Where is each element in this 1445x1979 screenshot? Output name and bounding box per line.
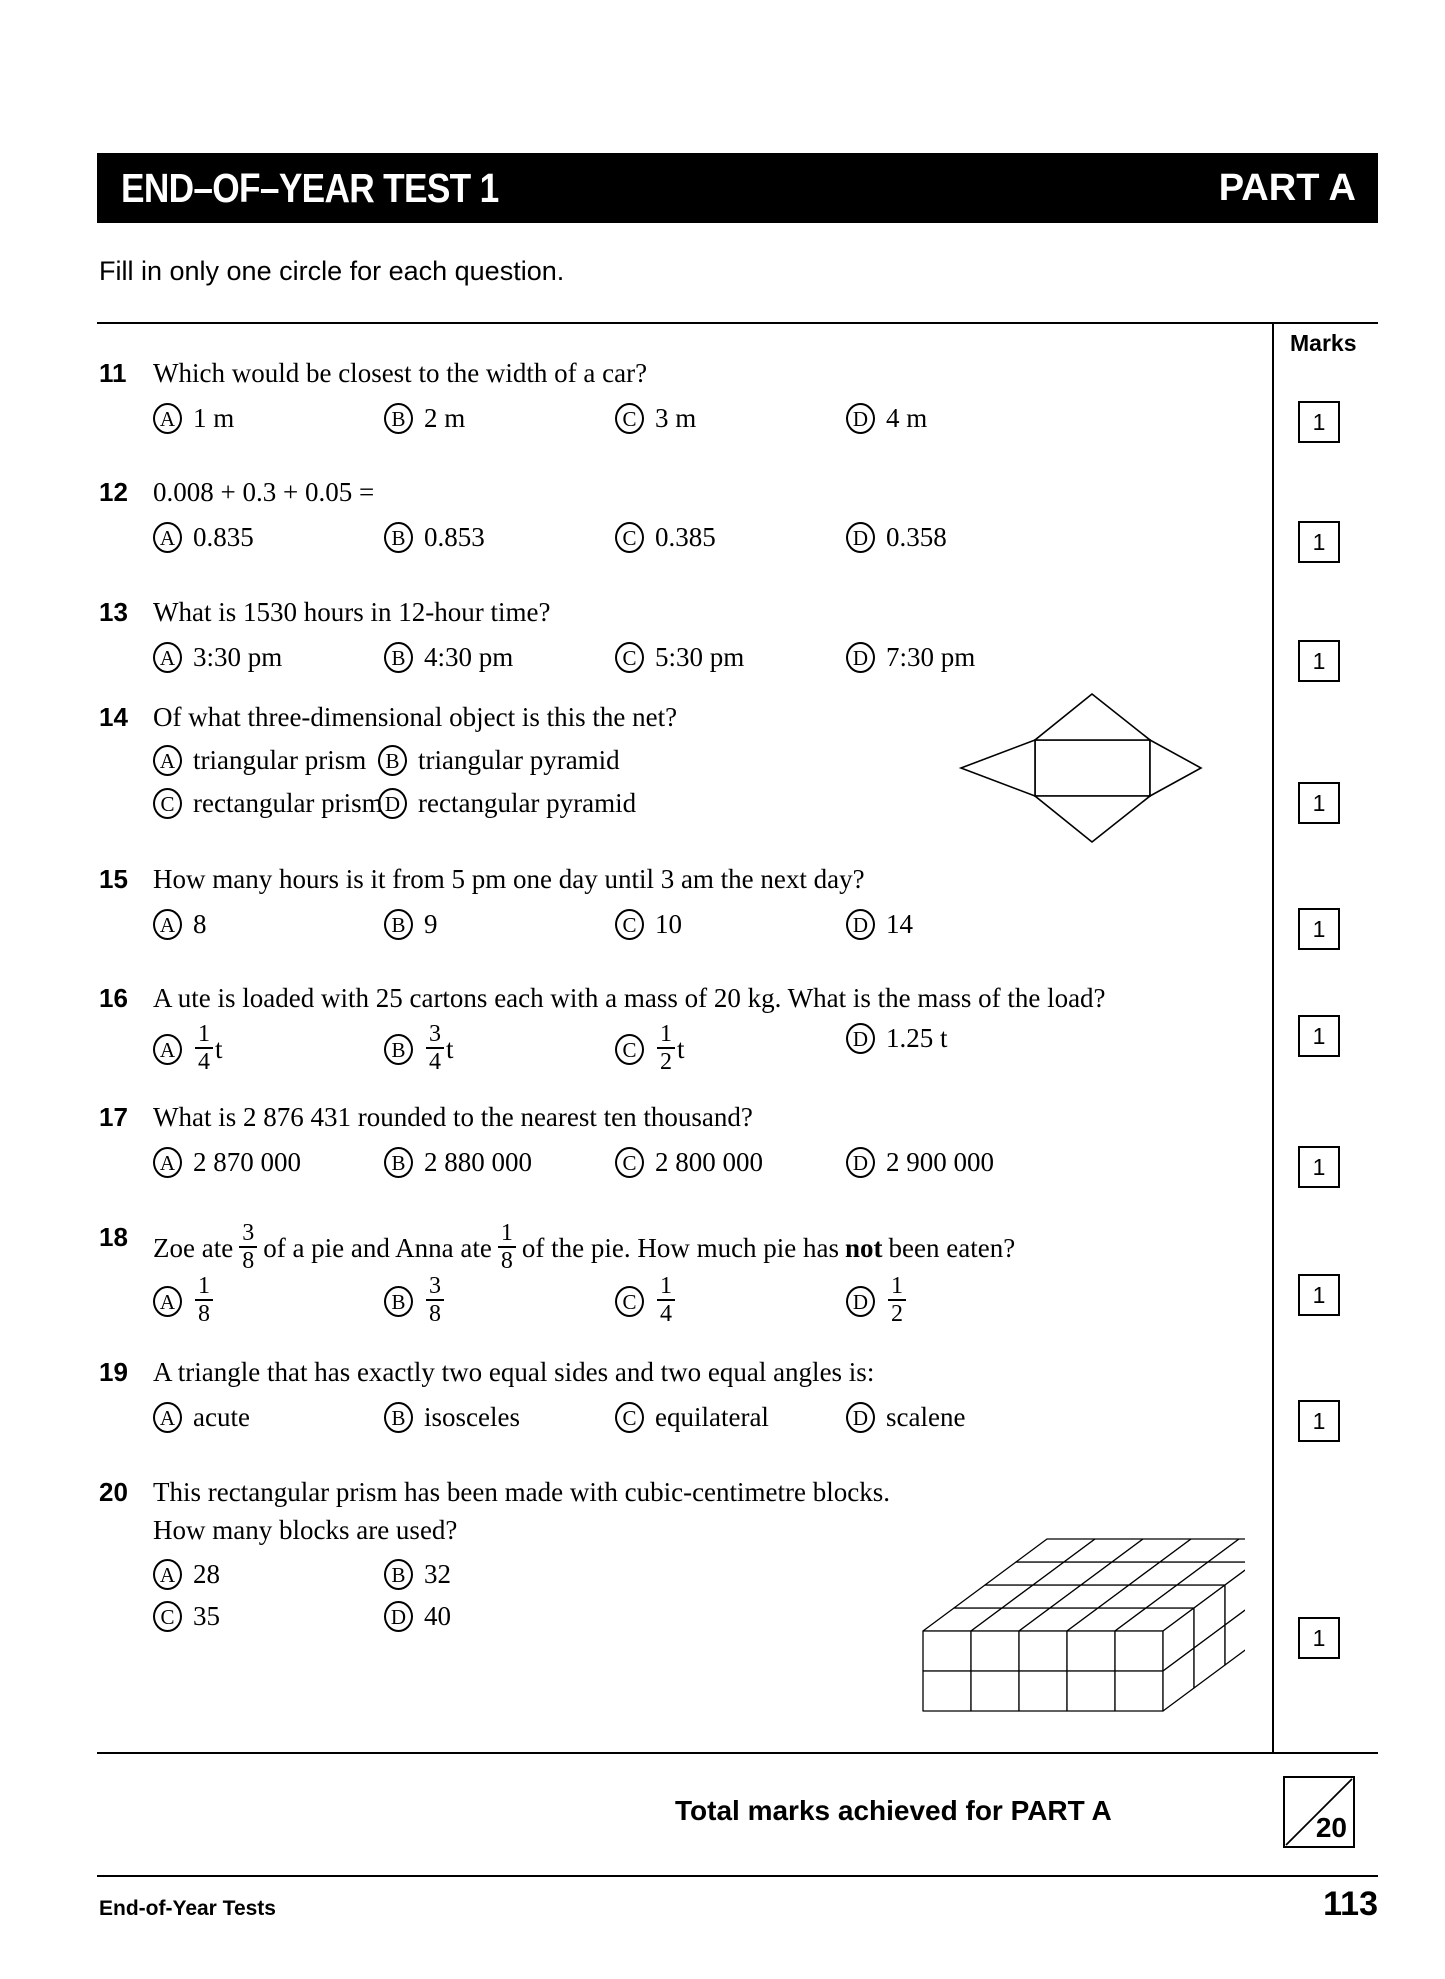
fraction-denominator: 2 bbox=[888, 1299, 906, 1326]
option-list bbox=[153, 403, 1253, 443]
q18-fraction-2 bbox=[498, 1221, 516, 1273]
option-d[interactable] bbox=[846, 522, 947, 553]
total-marks-box[interactable] bbox=[1283, 1776, 1355, 1848]
markbox-q13[interactable]: 1 bbox=[1298, 640, 1340, 682]
option-b[interactable] bbox=[384, 1275, 446, 1327]
bubble-c-icon[interactable]: C bbox=[615, 642, 644, 673]
option-b-label: 9 bbox=[424, 909, 438, 939]
question-text bbox=[153, 1222, 1015, 1274]
page-number: 113 bbox=[1323, 1885, 1378, 1923]
option-c[interactable] bbox=[615, 1023, 685, 1075]
bubble-a-icon[interactable]: A bbox=[153, 1402, 182, 1433]
option-b[interactable] bbox=[384, 909, 438, 940]
markbox-q19[interactable]: 1 bbox=[1298, 1400, 1340, 1442]
option-a-label: 28 bbox=[193, 1559, 220, 1589]
option-d[interactable] bbox=[846, 1023, 948, 1054]
question-number: 15 bbox=[99, 864, 128, 894]
option-b-fraction bbox=[426, 1022, 444, 1074]
option-c-label: 2 800 000 bbox=[655, 1147, 763, 1177]
question-text: What is 2 876 431 rounded to the nearest ten thousand? bbox=[153, 1102, 753, 1132]
option-a[interactable] bbox=[153, 1402, 250, 1433]
option-d[interactable] bbox=[846, 1147, 994, 1178]
option-a-label: 3:30 pm bbox=[193, 642, 283, 672]
question-text: How many hours is it from 5 pm one day until 3 am the next day? bbox=[153, 864, 865, 894]
bubble-d-icon[interactable]: D bbox=[846, 403, 875, 434]
question-number: 20 bbox=[99, 1477, 128, 1507]
fraction-numerator: 1 bbox=[891, 1273, 903, 1299]
option-a-label: 8 bbox=[193, 909, 207, 939]
markbox-q14[interactable]: 1 bbox=[1298, 782, 1340, 824]
option-a-fraction bbox=[195, 1022, 213, 1074]
option-a-label: triangular prism bbox=[193, 745, 367, 775]
markbox-q15[interactable]: 1 bbox=[1298, 908, 1340, 950]
option-b[interactable] bbox=[384, 1559, 451, 1590]
question-number: 19 bbox=[99, 1357, 128, 1387]
fraction-denominator: 8 bbox=[239, 1246, 257, 1273]
option-d[interactable] bbox=[846, 1402, 965, 1433]
option-c[interactable] bbox=[615, 403, 696, 434]
option-c-label: equilateral bbox=[655, 1402, 769, 1432]
markbox-q20[interactable]: 1 bbox=[1298, 1617, 1340, 1659]
fraction-denominator: 4 bbox=[195, 1047, 213, 1074]
q18-text-part3: of the pie. How much pie has bbox=[521, 1232, 840, 1263]
option-d-label: rectangular pyramid bbox=[418, 788, 637, 818]
option-list bbox=[153, 642, 1253, 682]
option-a[interactable] bbox=[153, 403, 234, 434]
bubble-b-icon[interactable]: B bbox=[384, 1559, 413, 1590]
bubble-b-icon[interactable]: B bbox=[384, 1286, 413, 1317]
fraction-numerator: 3 bbox=[429, 1273, 441, 1299]
option-list bbox=[153, 1147, 1253, 1187]
option-list bbox=[153, 1023, 1253, 1078]
option-b[interactable] bbox=[378, 745, 620, 776]
option-a-label: 2 870 000 bbox=[193, 1147, 301, 1177]
bubble-a-icon[interactable]: A bbox=[153, 522, 182, 553]
option-b[interactable] bbox=[384, 1147, 532, 1178]
fraction-denominator: 8 bbox=[195, 1299, 213, 1326]
fraction-denominator: 2 bbox=[657, 1047, 675, 1074]
bubble-d-icon[interactable]: D bbox=[378, 788, 407, 819]
option-c[interactable] bbox=[615, 522, 716, 553]
question-number: 16 bbox=[99, 983, 128, 1013]
bubble-c-icon[interactable]: C bbox=[153, 1601, 182, 1632]
option-c-fraction bbox=[657, 1022, 675, 1074]
bubble-d-icon[interactable]: D bbox=[846, 1147, 875, 1178]
option-a[interactable] bbox=[153, 745, 366, 776]
fraction-numerator: 1 bbox=[660, 1021, 672, 1047]
question-number: 12 bbox=[99, 477, 128, 507]
q18-text-part4: been eaten? bbox=[888, 1232, 1016, 1263]
option-b-label: 2 880 000 bbox=[424, 1147, 532, 1177]
option-c[interactable] bbox=[615, 1275, 677, 1327]
option-d-label: 14 bbox=[886, 909, 913, 939]
total-marks-value: 20 bbox=[1315, 1812, 1347, 1843]
bubble-c-icon[interactable]: C bbox=[615, 1034, 644, 1065]
option-list bbox=[153, 522, 1253, 562]
footer-section-label: End-of-Year Tests bbox=[99, 1897, 276, 1920]
option-a[interactable] bbox=[153, 522, 254, 553]
divider-top bbox=[97, 322, 1378, 324]
option-c[interactable] bbox=[615, 909, 682, 940]
fraction-numerator: 1 bbox=[500, 1220, 513, 1246]
option-a[interactable] bbox=[153, 909, 207, 940]
bubble-b-icon[interactable]: B bbox=[384, 909, 413, 940]
q18-text-part2: of a pie and Anna ate bbox=[263, 1232, 492, 1263]
markbox-q16[interactable]: 1 bbox=[1298, 1015, 1340, 1057]
option-c-label: 3 m bbox=[655, 403, 697, 433]
option-d-label: 40 bbox=[424, 1601, 451, 1631]
option-b-fraction bbox=[426, 1274, 444, 1326]
q18-text-emphasis: not bbox=[845, 1232, 883, 1263]
bubble-a-icon[interactable]: A bbox=[153, 1559, 182, 1590]
fraction-denominator: 8 bbox=[426, 1299, 444, 1326]
option-b[interactable] bbox=[384, 642, 513, 673]
option-a[interactable] bbox=[153, 1147, 301, 1178]
option-d-label: 0.358 bbox=[886, 522, 947, 552]
fraction-denominator: 4 bbox=[657, 1299, 675, 1326]
bubble-b-icon[interactable]: B bbox=[384, 522, 413, 553]
option-d-label: scalene bbox=[886, 1402, 966, 1432]
bubble-a-icon[interactable]: A bbox=[153, 1286, 182, 1317]
option-b[interactable] bbox=[384, 522, 485, 553]
option-c[interactable] bbox=[615, 1147, 763, 1178]
option-list bbox=[153, 745, 1053, 835]
option-list bbox=[153, 1275, 1253, 1330]
option-c-label: 10 bbox=[655, 909, 682, 939]
bubble-d-icon[interactable]: D bbox=[846, 1023, 875, 1054]
option-c-fraction bbox=[657, 1274, 675, 1326]
fraction-numerator: 1 bbox=[198, 1273, 210, 1299]
page-header bbox=[97, 153, 1378, 223]
bubble-c-icon[interactable]: C bbox=[615, 909, 644, 940]
q18-text-part1: Zoe ate bbox=[153, 1232, 234, 1263]
bubble-a-icon[interactable]: A bbox=[153, 1034, 182, 1065]
page-title: END–OF–YEAR TEST 1 bbox=[121, 164, 499, 211]
bubble-b-icon[interactable]: B bbox=[384, 1034, 413, 1065]
question-text: 0.008 + 0.3 + 0.05 = bbox=[153, 477, 375, 507]
option-c-label: rectangular prism bbox=[193, 788, 383, 818]
option-c[interactable] bbox=[153, 788, 383, 819]
bubble-c-icon[interactable]: C bbox=[615, 1286, 644, 1317]
question-text: A ute is loaded with 25 cartons each with a mass of 20 kg. What is the mass of the load? bbox=[153, 983, 1106, 1013]
bubble-d-icon[interactable]: D bbox=[384, 1601, 413, 1632]
option-c-label: 35 bbox=[193, 1601, 220, 1631]
option-d[interactable] bbox=[846, 403, 927, 434]
option-a[interactable] bbox=[153, 1275, 215, 1327]
option-a-label: acute bbox=[193, 1402, 250, 1432]
option-a-unit: t bbox=[215, 1033, 223, 1064]
bubble-b-icon[interactable]: B bbox=[384, 403, 413, 434]
question-text: Which would be closest to the width of a car? bbox=[153, 358, 648, 388]
fraction-numerator: 1 bbox=[198, 1021, 210, 1047]
option-b-label: 4:30 pm bbox=[424, 642, 514, 672]
bubble-d-icon[interactable]: D bbox=[846, 1286, 875, 1317]
option-d-label: 2 900 000 bbox=[886, 1147, 994, 1177]
bubble-b-icon[interactable]: B bbox=[384, 642, 413, 673]
option-d[interactable] bbox=[384, 1601, 451, 1632]
option-b[interactable] bbox=[384, 403, 465, 434]
option-a-label: 0.835 bbox=[193, 522, 254, 552]
question-text: A triangle that has exactly two equal sides and two equal angles is: bbox=[153, 1357, 875, 1387]
option-a-label: 1 m bbox=[193, 403, 235, 433]
bubble-c-icon[interactable]: C bbox=[615, 403, 644, 434]
marks-column-header: Marks bbox=[1290, 330, 1357, 356]
bubble-a-icon[interactable]: A bbox=[153, 642, 182, 673]
q18-fraction-1 bbox=[239, 1221, 257, 1273]
option-c-label: 5:30 pm bbox=[655, 642, 745, 672]
option-d-fraction bbox=[888, 1274, 906, 1326]
option-b-unit: t bbox=[446, 1033, 454, 1064]
bubble-c-icon[interactable]: C bbox=[615, 1147, 644, 1178]
option-d-label: 4 m bbox=[886, 403, 928, 433]
bubble-d-icon[interactable]: D bbox=[846, 642, 875, 673]
option-list bbox=[153, 1402, 1253, 1442]
question-text-line1: This rectangular prism has been made with cubic-centimetre blocks. bbox=[153, 1477, 890, 1507]
total-marks-label: Total marks achieved for PART A bbox=[675, 1795, 1112, 1826]
question-text: Of what three-dimensional object is this the net? bbox=[153, 702, 678, 732]
bubble-c-icon[interactable]: C bbox=[153, 788, 182, 819]
option-c[interactable] bbox=[615, 642, 744, 673]
option-b-label: 2 m bbox=[424, 403, 466, 433]
option-c[interactable] bbox=[153, 1601, 220, 1632]
marks-column-divider bbox=[1272, 322, 1274, 1752]
bubble-b-icon[interactable]: B bbox=[384, 1147, 413, 1178]
question-text: What is 1530 hours in 12-hour time? bbox=[153, 597, 551, 627]
bubble-c-icon[interactable]: C bbox=[615, 1402, 644, 1433]
divider-bottom bbox=[97, 1752, 1378, 1754]
markbox-q18[interactable]: 1 bbox=[1298, 1274, 1340, 1316]
markbox-q11[interactable]: 1 bbox=[1298, 401, 1340, 443]
fraction-numerator: 1 bbox=[660, 1273, 672, 1299]
question-number: 18 bbox=[99, 1222, 128, 1252]
option-c[interactable] bbox=[615, 1402, 769, 1433]
option-b-label: 0.853 bbox=[424, 522, 485, 552]
option-d[interactable] bbox=[846, 909, 913, 940]
option-b[interactable] bbox=[384, 1402, 520, 1433]
option-c-unit: t bbox=[677, 1033, 685, 1064]
option-d-label: 7:30 pm bbox=[886, 642, 976, 672]
bubble-a-icon[interactable]: A bbox=[153, 745, 182, 776]
part-label: PART A bbox=[1218, 166, 1356, 209]
markbox-q12[interactable]: 1 bbox=[1298, 521, 1340, 563]
option-a[interactable] bbox=[153, 642, 282, 673]
bubble-d-icon[interactable]: D bbox=[846, 909, 875, 940]
option-d-label: 1.25 t bbox=[886, 1023, 948, 1053]
bubble-c-icon[interactable]: C bbox=[615, 522, 644, 553]
markbox-q17[interactable]: 1 bbox=[1298, 1146, 1340, 1188]
instruction-text: Fill in only one circle for each question. bbox=[99, 256, 565, 286]
bubble-a-icon[interactable]: A bbox=[153, 1147, 182, 1178]
divider-footer bbox=[97, 1875, 1378, 1877]
option-d[interactable] bbox=[846, 1275, 908, 1327]
fraction-denominator: 8 bbox=[498, 1246, 516, 1273]
option-a[interactable] bbox=[153, 1559, 220, 1590]
option-c-label: 0.385 bbox=[655, 522, 716, 552]
option-list bbox=[153, 1559, 853, 1649]
bubble-a-icon[interactable]: A bbox=[153, 909, 182, 940]
option-b[interactable] bbox=[384, 1023, 454, 1075]
question-number: 11 bbox=[99, 358, 127, 388]
bubble-b-icon[interactable]: B bbox=[384, 1402, 413, 1433]
option-b-label: isosceles bbox=[424, 1402, 520, 1432]
option-b-label: 32 bbox=[424, 1559, 451, 1589]
option-a-fraction bbox=[195, 1274, 213, 1326]
figure-net-of-rectangular-pyramid bbox=[955, 688, 1205, 853]
fraction-denominator: 4 bbox=[426, 1047, 444, 1074]
question-number: 17 bbox=[99, 1102, 128, 1132]
question-number: 14 bbox=[99, 702, 128, 732]
bubble-b-icon[interactable]: B bbox=[378, 745, 407, 776]
bubble-d-icon[interactable]: D bbox=[846, 1402, 875, 1433]
fraction-numerator: 3 bbox=[429, 1021, 441, 1047]
figure-rectangular-prism-of-cubes bbox=[905, 1513, 1245, 1728]
question-text-line2: How many blocks are used? bbox=[153, 1515, 458, 1545]
question-number: 13 bbox=[99, 597, 128, 627]
bubble-d-icon[interactable]: D bbox=[846, 522, 875, 553]
option-d[interactable] bbox=[378, 788, 636, 819]
bubble-a-icon[interactable]: A bbox=[153, 403, 182, 434]
option-b-label: triangular pyramid bbox=[418, 745, 620, 775]
fraction-numerator: 3 bbox=[242, 1220, 255, 1246]
option-a[interactable] bbox=[153, 1023, 223, 1075]
option-d[interactable] bbox=[846, 642, 975, 673]
option-list bbox=[153, 909, 1253, 949]
